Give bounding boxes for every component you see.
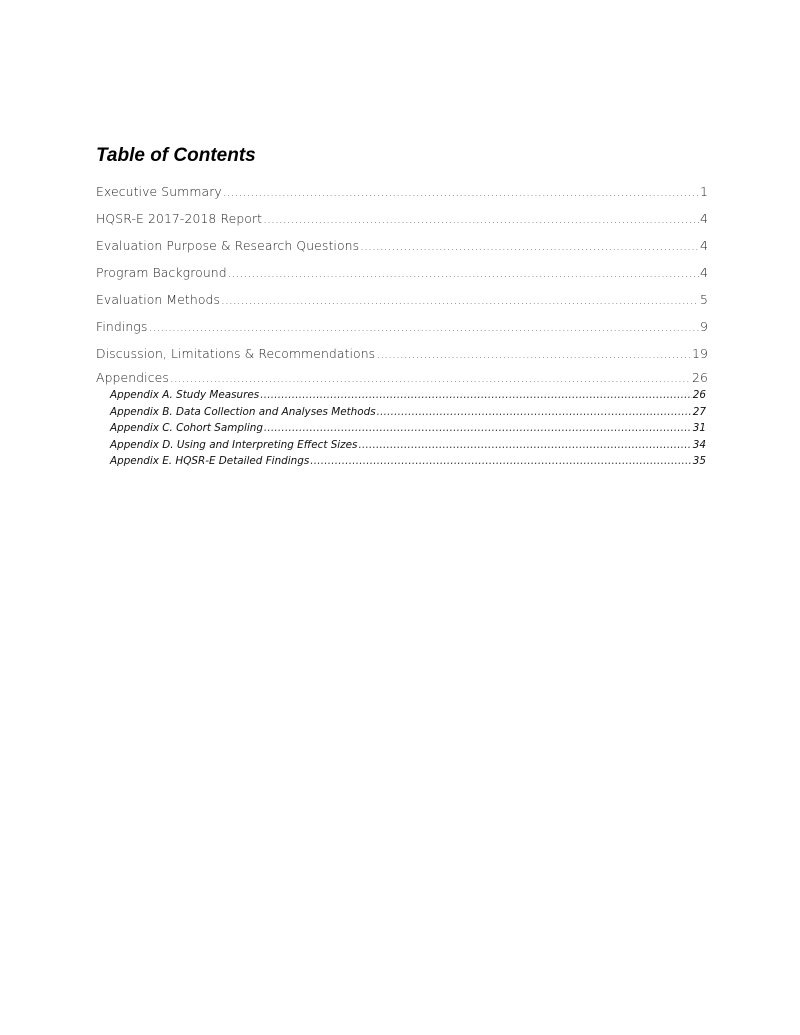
dot-leader	[170, 368, 691, 387]
toc-entry-label: HQSR-E 2017-2018 Report	[96, 211, 263, 226]
toc-entry-findings[interactable]	[96, 313, 708, 340]
toc-entry-label: Executive Summary	[96, 184, 222, 199]
dot-leader	[377, 404, 692, 421]
toc-subentry-page-number: 26	[692, 389, 706, 401]
toc-entry-label: Appendices	[96, 370, 169, 385]
dot-leader	[358, 437, 691, 454]
dot-leader	[310, 453, 692, 470]
toc-entry-label: Evaluation Purpose & Research Questions	[96, 238, 360, 253]
toc-subentry-label: Appendix A. Study Measures	[110, 389, 260, 401]
toc-subentry-page-number: 35	[692, 455, 706, 467]
toc-entry-discussion[interactable]	[96, 340, 708, 367]
toc-entry-page-number: 26	[692, 370, 708, 385]
toc-subentry-label: Appendix B. Data Collection and Analyses Methods	[110, 405, 376, 418]
toc-subentry-label: Appendix C. Cohort Sampling	[110, 422, 263, 434]
toc-entry-page-number: 4	[700, 238, 708, 253]
dot-leader	[360, 232, 699, 259]
toc-entry-appendices[interactable]	[96, 368, 708, 387]
toc-entry-report[interactable]	[96, 205, 708, 232]
toc-entry-page-number: 19	[692, 346, 708, 361]
toc-entry-page-number: 1	[700, 184, 708, 199]
toc-list	[96, 178, 708, 470]
toc-entry-evaluation-methods[interactable]	[96, 286, 708, 313]
toc-entry-program-background[interactable]	[96, 259, 708, 286]
toc-subentry-appendix-e[interactable]	[110, 453, 708, 470]
toc-entry-label: Findings	[96, 319, 148, 334]
toc-subentry-appendix-a[interactable]	[110, 387, 708, 404]
toc-subentry-page-number: 27	[692, 405, 706, 418]
toc-subentry-page-number: 31	[692, 422, 706, 434]
toc-subentry-label: Appendix D. Using and Interpreting Effect Sizes	[110, 438, 358, 451]
toc-entry-page-number: 9	[700, 319, 708, 334]
toc-subentry-appendix-d[interactable]	[110, 437, 708, 454]
toc-entry-executive-summary[interactable]	[96, 178, 708, 205]
toc-entry-label: Program Background	[96, 265, 227, 280]
dot-leader	[228, 259, 699, 286]
dot-leader	[221, 286, 699, 313]
toc-entry-page-number: 5	[700, 292, 708, 307]
dot-leader	[376, 340, 691, 367]
toc-title: Table of Contents	[96, 145, 256, 166]
dot-leader	[148, 313, 699, 340]
toc-entry-label: Evaluation Methods	[96, 292, 221, 307]
toc-subentry-label: Appendix E. HQSR-E Detailed Findings	[110, 455, 310, 467]
toc-subentry-appendix-c[interactable]	[110, 420, 708, 437]
dot-leader	[264, 420, 692, 437]
toc-subentry-appendix-b[interactable]	[110, 404, 708, 421]
dot-leader	[223, 178, 699, 205]
dot-leader	[260, 387, 692, 404]
toc-entry-label: Discussion, Limitations & Recommendations	[96, 346, 376, 361]
toc-subentry-page-number: 34	[692, 438, 706, 451]
toc-entry-page-number: 4	[700, 211, 708, 226]
toc-entry-evaluation-purpose[interactable]	[96, 232, 708, 259]
toc-entry-page-number: 4	[700, 265, 708, 280]
dot-leader	[263, 205, 699, 232]
